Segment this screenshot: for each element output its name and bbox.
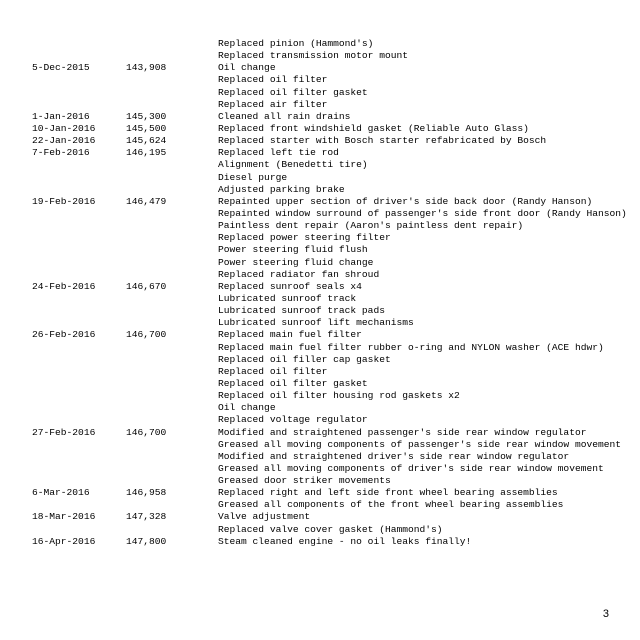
- log-row: [32, 232, 632, 244]
- entry-mileage: [126, 293, 218, 305]
- entry-mileage: [126, 463, 218, 475]
- entry-description: Greased all components of the front wheel bearing assemblies: [218, 499, 564, 511]
- entry-date: 10-Jan-2016: [32, 122, 96, 134]
- entry-date: [32, 414, 126, 426]
- entry-mileage: [126, 378, 218, 390]
- log-row: [32, 329, 632, 341]
- log-row: [32, 38, 632, 50]
- log-row: [32, 111, 632, 123]
- entry-mileage: [126, 208, 218, 220]
- log-row: [32, 451, 632, 463]
- entry-description: Replaced oil filler cap gasket: [218, 353, 391, 365]
- entry-description: Modified and straightened driver's side rear window regulator: [218, 450, 570, 462]
- entry-mileage: [126, 317, 218, 329]
- entry-description: Steam cleaned engine - no oil leaks finally!: [218, 535, 472, 547]
- entry-description: Replaced oil filter: [218, 74, 328, 86]
- log-row: [32, 342, 632, 354]
- entry-date: [32, 475, 126, 487]
- entry-date: 27-Feb-2016: [32, 426, 96, 438]
- entry-mileage: [126, 305, 218, 317]
- log-row: [32, 269, 632, 281]
- entry-date: 18-Mar-2016: [32, 511, 96, 523]
- entry-mileage: [126, 269, 218, 281]
- entry-date: [32, 524, 126, 536]
- entry-description: Replaced left tie rod: [218, 147, 339, 159]
- entry-date: [32, 172, 126, 184]
- entry-date: [32, 257, 126, 269]
- entry-date: [32, 293, 126, 305]
- entry-date: [32, 402, 126, 414]
- entry-description: Adjusted parking brake: [218, 183, 345, 195]
- log-row: [32, 402, 632, 414]
- entry-mileage: 146,479: [126, 195, 167, 207]
- entry-mileage: 147,800: [126, 535, 167, 547]
- entry-mileage: [126, 74, 218, 86]
- entry-date: [32, 244, 126, 256]
- entry-mileage: [126, 390, 218, 402]
- entry-date: 1-Jan-2016: [32, 110, 90, 122]
- entry-date: 22-Jan-2016: [32, 135, 96, 147]
- entry-description: Replaced power steering filter: [218, 232, 391, 244]
- log-row: [32, 439, 632, 451]
- entry-date: [32, 184, 126, 196]
- entry-date: 24-Feb-2016: [32, 280, 96, 292]
- entry-date: [32, 50, 126, 62]
- entry-date: [32, 208, 126, 220]
- entry-mileage: [126, 172, 218, 184]
- entry-mileage: 147,328: [126, 511, 167, 523]
- log-row: [32, 87, 632, 99]
- entry-date: [32, 378, 126, 390]
- log-row: [32, 536, 632, 548]
- entry-mileage: 146,958: [126, 487, 167, 499]
- log-row: [32, 499, 632, 511]
- entry-date: [32, 74, 126, 86]
- log-row: [32, 305, 632, 317]
- entry-description: Lubricated sunroof track pads: [218, 305, 385, 317]
- log-row: [32, 184, 632, 196]
- entry-mileage: [126, 99, 218, 111]
- log-row: [32, 220, 632, 232]
- entry-date: [32, 305, 126, 317]
- log-row: [32, 463, 632, 475]
- entry-description: Cleaned all rain drains: [218, 110, 351, 122]
- log-row: [32, 354, 632, 366]
- entry-date: [32, 499, 126, 511]
- log-row: [32, 475, 632, 487]
- entry-date: [32, 269, 126, 281]
- entry-date: [32, 232, 126, 244]
- entry-mileage: [126, 257, 218, 269]
- entry-description: Lubricated sunroof track: [218, 292, 357, 304]
- entry-description: Greased all moving components of passenger's side rear window movement: [218, 438, 622, 450]
- entry-description: Replaced starter with Bosch starter refabricated by Bosch: [218, 135, 547, 147]
- entry-description: Replaced oil filter: [218, 365, 328, 377]
- log-row: [32, 511, 632, 523]
- entry-description: Paintless dent repair (Aaron's paintless dent repair): [218, 220, 524, 232]
- entry-description: Power steering fluid change: [218, 256, 374, 268]
- entry-description: Lubricated sunroof lift mechanisms: [218, 317, 414, 329]
- entry-date: [32, 159, 126, 171]
- log-row: [32, 414, 632, 426]
- entry-date: 7-Feb-2016: [32, 147, 90, 159]
- maintenance-log: [32, 38, 632, 548]
- entry-mileage: [126, 439, 218, 451]
- entry-description: Greased door striker movements: [218, 475, 391, 487]
- entry-description: Replaced pinion (Hammond's): [218, 38, 374, 49]
- entry-mileage: [126, 414, 218, 426]
- log-row: [32, 524, 632, 536]
- entry-description: Repainted upper section of driver's side back door (Randy Hanson): [218, 195, 593, 207]
- log-row: [32, 293, 632, 305]
- entry-description: Power steering fluid flush: [218, 244, 368, 256]
- entry-mileage: [126, 402, 218, 414]
- log-row: [32, 159, 632, 171]
- log-row: [32, 366, 632, 378]
- entry-date: [32, 317, 126, 329]
- log-row: [32, 281, 632, 293]
- entry-date: 5-Dec-2015: [32, 62, 90, 74]
- log-row: [32, 208, 632, 220]
- entry-description: Replaced right and left side front wheel bearing assemblies: [218, 487, 558, 499]
- entry-date: 26-Feb-2016: [32, 329, 96, 341]
- entry-date: [32, 366, 126, 378]
- log-row: [32, 123, 632, 135]
- entry-description: Repainted window surround of passenger's side front door (Randy Hanson): [218, 207, 627, 219]
- entry-description: Replaced transmission motor mount: [218, 50, 408, 62]
- entry-mileage: [126, 159, 218, 171]
- entry-description: Valve adjustment: [218, 511, 311, 523]
- log-row: [32, 50, 632, 62]
- entry-mileage: [126, 184, 218, 196]
- entry-mileage: 145,624: [126, 135, 167, 147]
- entry-description: Replaced front windshield gasket (Reliable Auto Glass): [218, 122, 529, 134]
- entry-description: Oil change: [218, 62, 276, 74]
- log-row: [32, 196, 632, 208]
- entry-description: Greased all moving components of driver's side rear window movement: [218, 462, 604, 474]
- entry-description: Replaced air filter: [218, 98, 328, 110]
- entry-description: Replaced main fuel filter: [218, 329, 362, 341]
- page-number: 3: [602, 608, 609, 620]
- entry-mileage: 145,500: [126, 122, 167, 134]
- entry-mileage: [126, 451, 218, 463]
- entry-description: Replaced oil filter gasket: [218, 86, 368, 98]
- log-row: [32, 62, 632, 74]
- entry-mileage: [126, 524, 218, 536]
- log-row: [32, 378, 632, 390]
- entry-description: Replaced valve cover gasket (Hammond's): [218, 523, 443, 535]
- entry-date: 16-Apr-2016: [32, 535, 96, 547]
- log-row: [32, 147, 632, 159]
- entry-mileage: [126, 366, 218, 378]
- log-row: [32, 135, 632, 147]
- entry-date: [32, 390, 126, 402]
- entry-date: 6-Mar-2016: [32, 487, 90, 499]
- entry-mileage: [126, 38, 218, 50]
- entry-date: [32, 220, 126, 232]
- entry-description: Replaced oil filter housing rod gaskets x2: [218, 390, 460, 402]
- entry-mileage: 146,700: [126, 426, 167, 438]
- entry-description: Oil change: [218, 402, 276, 414]
- entry-date: [32, 439, 126, 451]
- entry-date: [32, 463, 126, 475]
- log-row: [32, 99, 632, 111]
- entry-mileage: [126, 354, 218, 366]
- entry-date: [32, 38, 126, 50]
- entry-mileage: [126, 475, 218, 487]
- entry-mileage: 146,700: [126, 329, 167, 341]
- entry-mileage: [126, 50, 218, 62]
- entry-description: Diesel purge: [218, 171, 288, 183]
- entry-description: Replaced main fuel filter rubber o-ring and NYLON washer (ACE hdwr): [218, 341, 604, 353]
- entry-mileage: [126, 87, 218, 99]
- log-row: [32, 257, 632, 269]
- entry-mileage: 145,300: [126, 110, 167, 122]
- entry-date: [32, 451, 126, 463]
- entry-date: 19-Feb-2016: [32, 195, 96, 207]
- entry-mileage: [126, 232, 218, 244]
- entry-mileage: [126, 499, 218, 511]
- entry-mileage: 146,195: [126, 147, 167, 159]
- entry-date: [32, 354, 126, 366]
- log-row: [32, 390, 632, 402]
- log-row: [32, 427, 632, 439]
- log-row: [32, 317, 632, 329]
- log-row: [32, 487, 632, 499]
- log-row: [32, 172, 632, 184]
- entry-date: [32, 99, 126, 111]
- entry-date: [32, 87, 126, 99]
- entry-date: [32, 342, 126, 354]
- log-row: [32, 244, 632, 256]
- entry-mileage: [126, 244, 218, 256]
- entry-mileage: 143,908: [126, 62, 167, 74]
- entry-description: Replaced voltage regulator: [218, 414, 368, 426]
- entry-mileage: [126, 220, 218, 232]
- entry-description: Alignment (Benedetti tire): [218, 159, 368, 171]
- entry-description: Modified and straightened passenger's side rear window regulator: [218, 426, 587, 438]
- entry-mileage: 146,670: [126, 280, 167, 292]
- entry-description: Replaced sunroof seals x4: [218, 280, 362, 292]
- entry-description: Replaced radiator fan shroud: [218, 268, 380, 280]
- entry-mileage: [126, 342, 218, 354]
- entry-description: Replaced oil filter gasket: [218, 377, 368, 389]
- log-row: [32, 74, 632, 86]
